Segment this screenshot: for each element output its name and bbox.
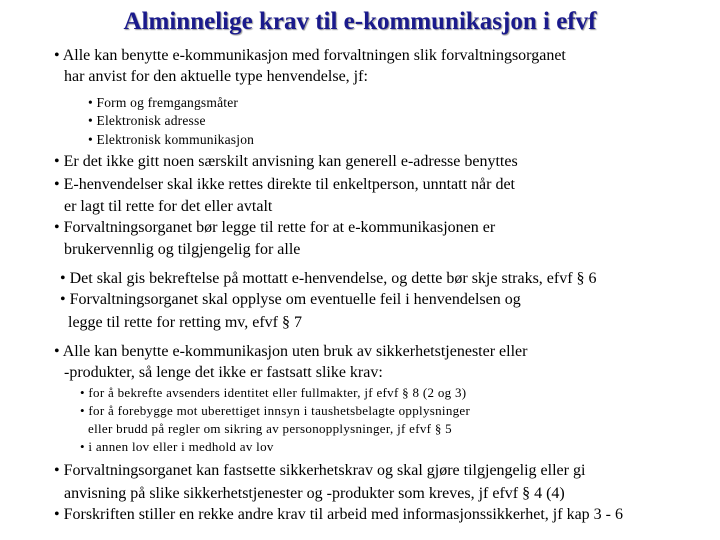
sub-bullet-line: • Form og fremgangsmåter — [88, 95, 239, 110]
sub-bullet-line: • Elektronisk kommunikasjon — [88, 132, 255, 147]
bullet-line: • Forvaltningsorganet bør legge til rette for at e-kommunikasjonen er — [54, 219, 496, 236]
bullet-continuation: anvisning på slike sikkerhetstjenester og -produkter som kreves, jf efvf § 4 (4) — [64, 485, 565, 502]
bullet-continuation: legge til rette for retting mv, efvf § 7 — [68, 314, 302, 331]
bullet-continuation: har anvist for den aktuelle type henvendelse, jf: — [64, 68, 368, 85]
bullet-line: • Forskriften stiller en rekke andre krav til arbeid med informasjonssikkerhet, jf kap 3 - 6 — [54, 506, 623, 523]
bullet-line: • Alle kan benytte e-kommunikasjon med forvaltningen slik forvaltningsorganet — [54, 47, 566, 64]
sub-bullet-line: • Elektronisk adresse — [88, 113, 206, 128]
bullet-continuation: er lagt til rette for det eller avtalt — [64, 198, 273, 215]
bullet-line: • Er det ikke gitt noen særskilt anvisning kan generell e-adresse benyttes — [54, 153, 518, 170]
bullet-line: • E-henvendelser skal ikke rettes direkte til enkeltperson, unntatt når det — [54, 176, 515, 193]
bullet-continuation: -produkter, så lenge det ikke er fastsatt slike krav: — [64, 364, 383, 381]
sub-bullet-line: • for å bekrefte avsenders identitet eller fullmakter, jf efvf § 8 (2 og 3) — [80, 385, 467, 400]
slide-title: Alminnelige krav til e-kommunikasjon i efvf — [123, 8, 597, 35]
bullet-line: • Forvaltningsorganet skal opplyse om eventuelle feil i henvendelsen og — [60, 291, 521, 308]
bullet-continuation: brukervennlig og tilgjengelig for alle — [64, 241, 301, 258]
bullet-line: • Forvaltningsorganet kan fastsette sikkerhetskrav og skal gjøre tilgjengelig eller gi — [54, 462, 586, 479]
bullet-line: • Det skal gis bekreftelse på mottatt e-henvendelse, og dette bør skje straks, efvf § 6 — [60, 270, 597, 287]
sub-bullet-continuation: eller brudd på regler om sikring av personopplysninger, jf efvf § 5 — [88, 421, 452, 436]
sub-bullet-line: • for å forebygge mot uberettiget innsyn i taushetsbelagte opplysninger — [80, 403, 471, 418]
sub-bullet-line: • i annen lov eller i medhold av lov — [80, 439, 274, 454]
bullet-line: • Alle kan benytte e-kommunikasjon uten bruk av sikkerhetstjenester eller — [54, 343, 528, 360]
